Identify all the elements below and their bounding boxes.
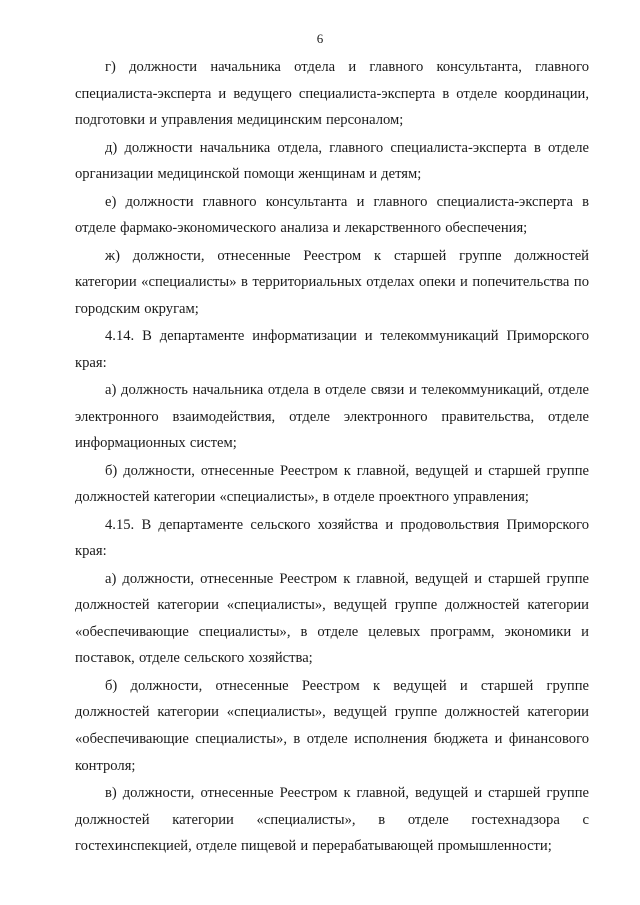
paragraph-a-4-14: а) должность начальника отдела в отделе связи и телекоммуникаций, отделе электронного взаимодействия, отделе электронного правительства, отделе информационных систем; xyxy=(75,382,589,452)
paragraph-v-4-15: в) должности, отнесенные Реестром к главной, ведущей и старшей группе должностей категории «специалисты», в отделе гостехнадзора с гостехинспекцией, отделе пищевой и перерабатывающей промышленности; xyxy=(75,785,589,855)
paragraph-b-4-15: б) должности, отнесенные Реестром к ведущей и старшей группе должностей категории «специалисты», ведущей группе должностей категории «обеспечивающие специалисты», в отделе исполнения бюджета и финансового контроля; xyxy=(75,677,589,774)
document-body xyxy=(75,54,589,861)
section-heading-4-14: 4.14. В департаменте информатизации и телекоммуникаций Приморского края: xyxy=(75,328,589,371)
page-number: 6 xyxy=(316,31,324,46)
paragraph-g: г) должности начальника отдела и главного консультанта, главного специалиста-эксперта и ведущего специалиста-эксперта в отделе координации, подготовки и управления медицинским персоналом; xyxy=(75,59,589,129)
paragraph-d: д) должности начальника отдела, главного специалиста-эксперта в отделе организации медицинской помощи женщинам и детям; xyxy=(75,139,589,183)
paragraph-a-4-15: а) должности, отнесенные Реестром к главной, ведущей и старшей группе должностей категории «специалисты», ведущей группе должностей категории «обеспечивающие специалисты», в отделе целевых программ, экономики и поставок, отделе сельского хозяйства; xyxy=(75,570,589,667)
section-heading-4-15: 4.15. В департаменте сельского хозяйства и продовольствия Приморского края: xyxy=(75,516,589,560)
paragraph-e: е) должности главного консультанта и главного специалиста-эксперта в отделе фармако-экономического анализа и лекарственного обеспечения; xyxy=(75,193,589,237)
paragraph-zh: ж) должности, отнесенные Реестром к старшей группе должностей категории «специалисты» в территориальных отделах опеки и попечительства по городским округам; xyxy=(75,247,589,317)
paragraph-b-4-14: б) должности, отнесенные Реестром к главной, ведущей и старшей группе должностей категории «специалисты», в отделе проектного управления; xyxy=(75,462,589,506)
